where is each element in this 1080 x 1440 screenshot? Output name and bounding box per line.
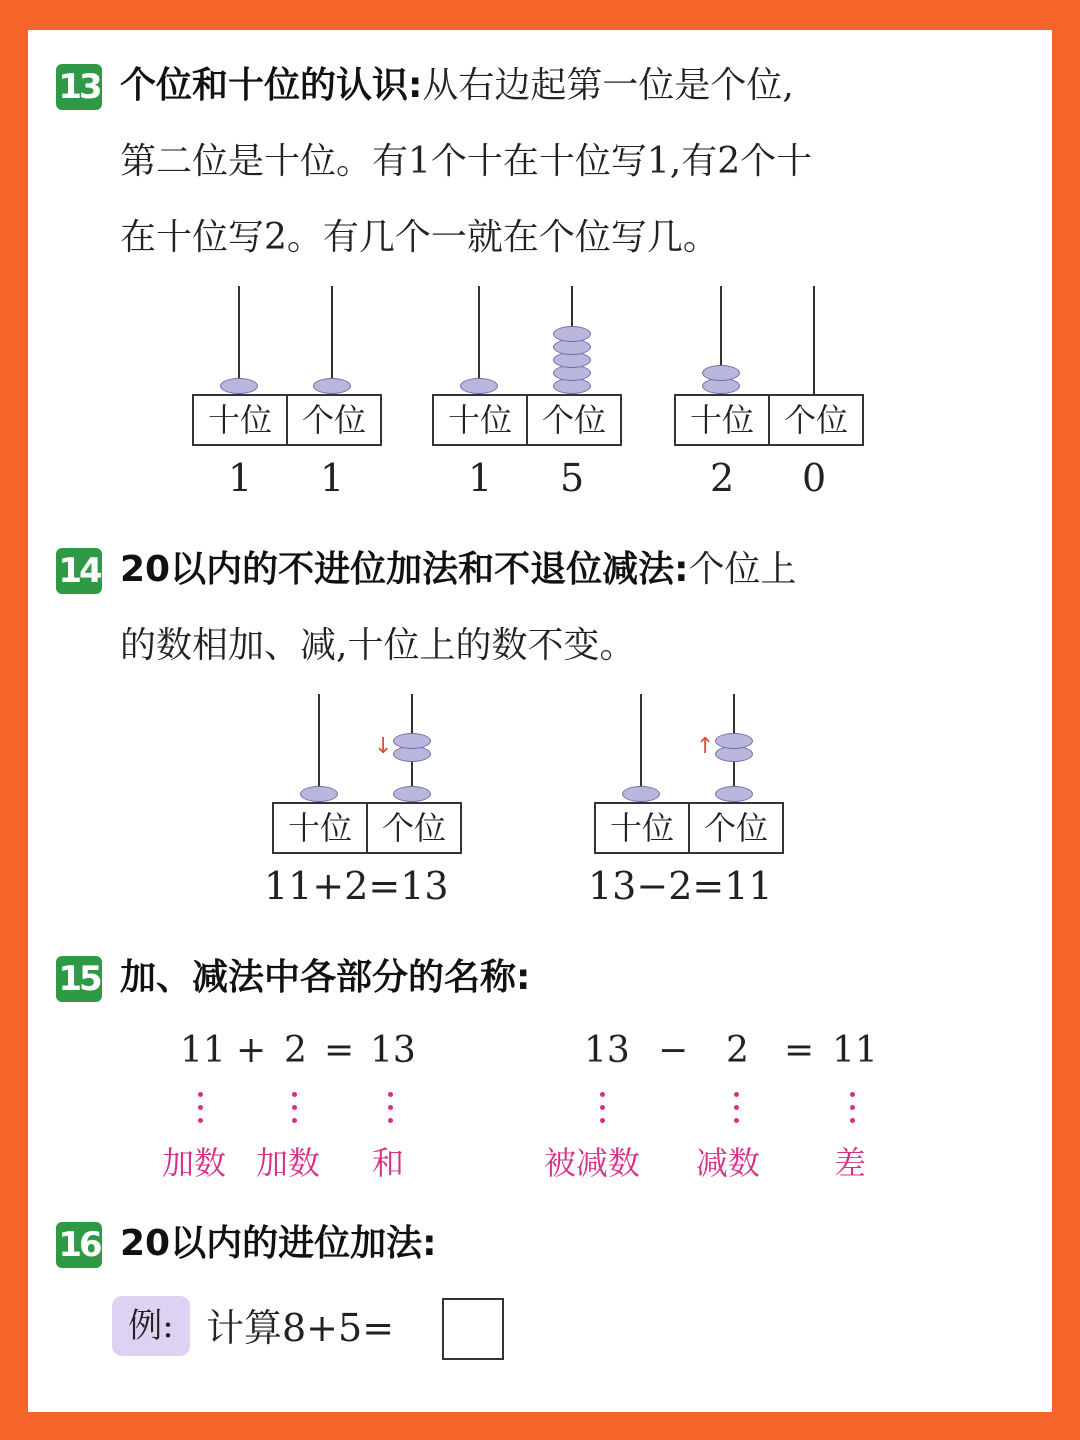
- connector-dots: [292, 1092, 296, 1131]
- minuend: 13: [584, 1030, 630, 1071]
- difference-label: 差: [834, 1144, 867, 1182]
- section-15-text: [120, 940, 1010, 1016]
- tens-digit: 1: [468, 456, 493, 500]
- tens-label: 十位: [287, 809, 352, 847]
- addend-a: 11: [180, 1030, 226, 1071]
- equation: 11+2=13: [264, 864, 449, 908]
- abacus-11: [192, 286, 382, 516]
- ones-label: 个位: [526, 396, 620, 444]
- ones-label: 个位: [768, 396, 862, 444]
- connector-dots: [600, 1092, 604, 1131]
- section-15-heading: 加、减法中各部分的名称:: [120, 957, 531, 998]
- bead: [553, 326, 591, 342]
- connector-dots: [388, 1092, 392, 1131]
- place-value-frame: [192, 394, 382, 446]
- place-value-frame: [674, 394, 864, 446]
- tens-label: 十位: [447, 401, 512, 439]
- bead: [715, 786, 753, 802]
- section-16-heading: 20以内的进位加法:: [120, 1223, 437, 1264]
- minuend-label: 被减数: [544, 1144, 641, 1182]
- up-arrow-icon: ↑: [696, 734, 715, 759]
- bead: [300, 786, 338, 802]
- section-13-heading: 个位和十位的认识:: [120, 65, 423, 106]
- abacus-addition: [264, 694, 512, 924]
- bead: [460, 378, 498, 394]
- place-value-frame: [594, 802, 784, 854]
- section-14-line1: 个位上: [688, 549, 797, 590]
- bead: [702, 365, 740, 381]
- section-13-line2: 第二位是十位。有1个十在十位写1,有2个十: [120, 141, 813, 182]
- plus-sign: +: [236, 1030, 267, 1071]
- answer-box[interactable]: [442, 1298, 504, 1360]
- equals-sign: =: [324, 1030, 355, 1071]
- section-14-text: [120, 532, 1010, 684]
- addend-label: 加数: [256, 1144, 321, 1182]
- bead: [715, 733, 753, 749]
- section-13-text: [120, 48, 1010, 276]
- section-14-heading: 20以内的不进位加法和不退位减法:: [120, 549, 689, 590]
- ones-digit: 5: [560, 456, 585, 500]
- subtrahend: 2: [726, 1030, 749, 1071]
- ones-digit: 0: [802, 456, 827, 500]
- sum: 13: [370, 1030, 416, 1071]
- abacus-subtraction: [588, 694, 834, 924]
- ones-label: 个位: [688, 804, 782, 852]
- ones-rod: [813, 286, 815, 394]
- tens-label: 十位: [609, 809, 674, 847]
- equals-sign: =: [784, 1030, 815, 1071]
- section-16-text: [120, 1206, 1010, 1282]
- minus-sign: −: [658, 1030, 689, 1071]
- connector-dots: [734, 1092, 738, 1131]
- subtrahend-label: 减数: [696, 1144, 761, 1182]
- section-13-badge: 13: [56, 64, 102, 110]
- tens-label: 十位: [689, 401, 754, 439]
- addend-label: 加数: [162, 1144, 227, 1182]
- down-arrow-icon: ↓: [374, 734, 393, 759]
- sum-label: 和: [372, 1144, 405, 1182]
- place-value-frame: [272, 802, 462, 854]
- ones-label: 个位: [366, 804, 460, 852]
- tens-label: 十位: [207, 401, 272, 439]
- section-13-line3: 在十位写2。有几个一就在个位写几。: [120, 217, 719, 258]
- bead: [313, 378, 351, 394]
- difference: 11: [832, 1030, 878, 1071]
- addend-b: 2: [284, 1030, 307, 1071]
- section-16-badge: 16: [56, 1222, 102, 1268]
- connector-dots: [198, 1092, 202, 1131]
- section-14-line2: 的数相加、减,十位上的数不变。: [120, 625, 636, 666]
- tens-digit: 1: [228, 456, 253, 500]
- bead: [393, 786, 431, 802]
- bead: [622, 786, 660, 802]
- equation: 13−2=11: [588, 864, 773, 908]
- section-13-line1: 从右边起第一位是个位,: [422, 65, 794, 106]
- place-value-frame: [432, 394, 622, 446]
- section-15-badge: 15: [56, 956, 102, 1002]
- page: [28, 30, 1052, 1412]
- abacus-20: [674, 286, 864, 516]
- example-badge: 例:: [112, 1296, 190, 1356]
- section-14-badge: 14: [56, 548, 102, 594]
- bead: [220, 378, 258, 394]
- ones-digit: 1: [320, 456, 345, 500]
- tens-digit: 2: [710, 456, 735, 500]
- example-text: 计算8+5=: [206, 1306, 395, 1350]
- abacus-15: [432, 286, 622, 516]
- bead: [393, 733, 431, 749]
- connector-dots: [850, 1092, 854, 1131]
- ones-label: 个位: [286, 396, 380, 444]
